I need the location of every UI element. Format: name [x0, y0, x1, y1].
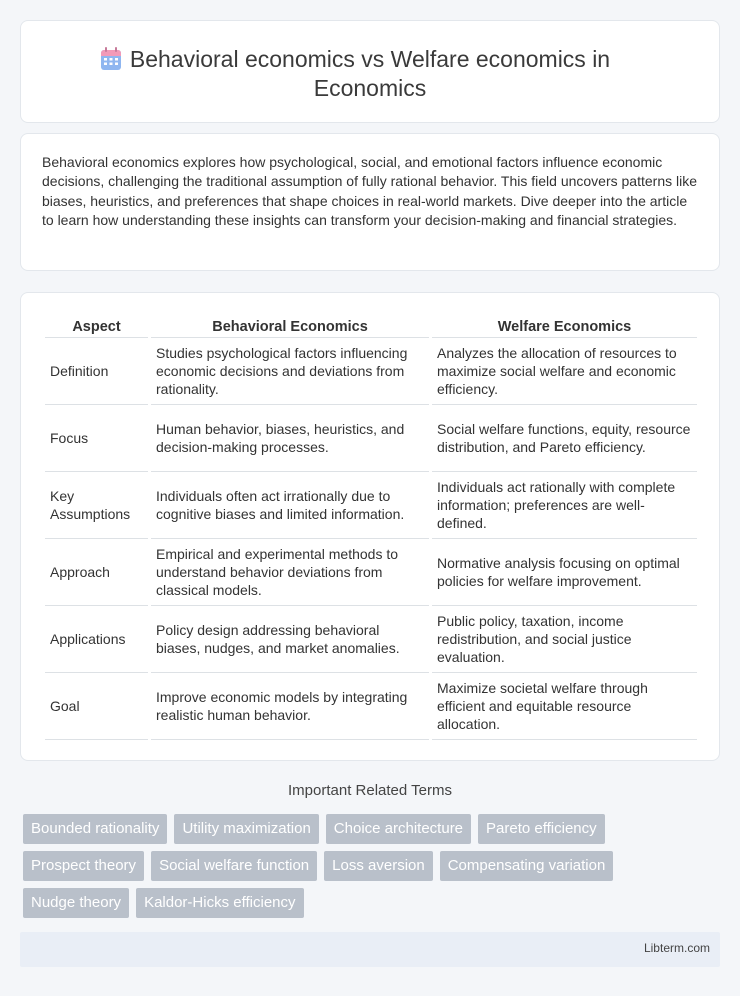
table-row: [45, 405, 697, 472]
behavioral-cell: Human behavior, biases, heuristics, and decision-making processes.: [151, 405, 429, 472]
title-line-1: Behavioral economics vs Welfare economics in: [129, 46, 611, 72]
welfare-cell: Normative analysis focusing on optimal policies for welfare improvement.: [432, 539, 697, 606]
welfare-cell: Public policy, taxation, income redistribution, and social justice evaluation.: [432, 606, 697, 673]
behavioral-cell: Empirical and experimental methods to understand behavior deviations from classical models.: [151, 539, 429, 606]
welfare-cell: Maximize societal welfare through efficient and equitable resource allocation.: [432, 673, 697, 740]
aspect-cell: Goal: [45, 673, 148, 740]
title-card: [20, 20, 720, 123]
tag-loss-aversion[interactable]: Loss aversion: [324, 851, 433, 881]
footer-site-link[interactable]: Libterm.com: [643, 941, 710, 955]
footer: [20, 932, 720, 967]
tag-choice-architecture[interactable]: Choice architecture: [326, 814, 471, 844]
related-terms-list: [23, 814, 703, 925]
tag-kaldor-hicks-efficiency[interactable]: Kaldor-Hicks efficiency: [136, 888, 303, 918]
page-title: [21, 45, 719, 103]
welfare-cell: Social welfare functions, equity, resource distribution, and Pareto efficiency.: [432, 405, 697, 472]
intro-card: [20, 133, 720, 271]
header-welfare: Welfare Economics: [432, 311, 697, 338]
tag-bounded-rationality[interactable]: Bounded rationality: [23, 814, 167, 844]
header-aspect: Aspect: [45, 311, 148, 338]
related-terms-heading: Important Related Terms: [288, 782, 452, 799]
tag-compensating-variation[interactable]: Compensating variation: [440, 851, 614, 881]
comparison-card: [20, 292, 720, 761]
table-row: [45, 606, 697, 673]
behavioral-cell: Policy design addressing behavioral biases, nudges, and market anomalies.: [151, 606, 429, 673]
table-row: [45, 539, 697, 606]
tag-prospect-theory[interactable]: Prospect theory: [23, 851, 144, 881]
welfare-cell: Analyzes the allocation of resources to maximize social welfare and economic efficiency.: [432, 338, 697, 405]
title-line-2: Economics: [313, 75, 427, 101]
intro-paragraph: Behavioral economics explores how psychological, social, and emotional factors influence economic decisions, challenging the traditional assumption of fully rational behavior. This field uncovers patterns like biases, heuristics, and preferences that shape choices in real-world markets. Dive deeper into the article to learn how understanding these insights can transform your decision-making and financial strategies.: [42, 154, 697, 229]
aspect-cell: Applications: [45, 606, 148, 673]
table-header-row: [45, 311, 697, 338]
tag-pareto-efficiency[interactable]: Pareto efficiency: [478, 814, 605, 844]
tag-nudge-theory[interactable]: Nudge theory: [23, 888, 129, 918]
tag-utility-maximization[interactable]: Utility maximization: [174, 814, 318, 844]
aspect-cell: Approach: [45, 539, 148, 606]
comparison-table: [42, 311, 700, 740]
table-row: [45, 673, 697, 740]
header-behavioral: Behavioral Economics: [151, 311, 429, 338]
aspect-cell: Definition: [45, 338, 148, 405]
behavioral-cell: Studies psychological factors influencing economic decisions and deviations from rationality.: [151, 338, 429, 405]
aspect-cell: Focus: [45, 405, 148, 472]
aspect-cell: Key Assumptions: [45, 472, 148, 539]
tag-social-welfare-function[interactable]: Social welfare function: [151, 851, 317, 881]
behavioral-cell: Improve economic models by integrating realistic human behavior.: [151, 673, 429, 740]
behavioral-cell: Individuals often act irrationally due to cognitive biases and limited information.: [151, 472, 429, 539]
table-row: [45, 472, 697, 539]
welfare-cell: Individuals act rationally with complete information; preferences are well-defined.: [432, 472, 697, 539]
table-row: [45, 338, 697, 405]
